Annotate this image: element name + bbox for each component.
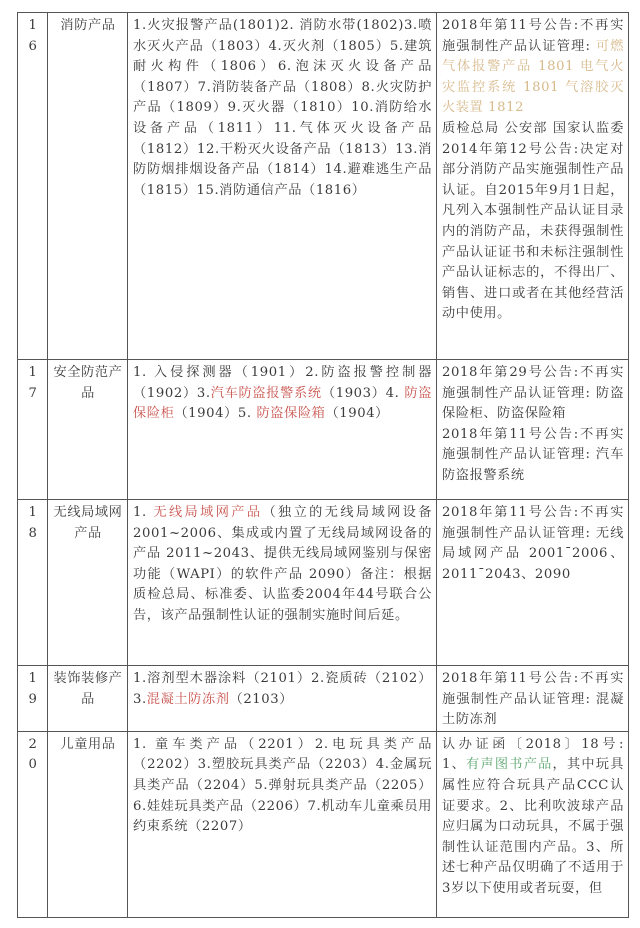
note-text: 2018年第11号公告:不再实施强制性产品认证管理: bbox=[442, 18, 624, 54]
row-number bbox=[18, 666, 48, 732]
row-number bbox=[18, 13, 48, 360]
product-list bbox=[128, 500, 437, 666]
highlighted-product: 防盗保险箱 bbox=[256, 406, 326, 422]
note-text: ，其中玩具属性应符合玩具产品CCC认证要求。2、比利吹波球产品应归属为口动玩具，不属于强制性认证范围内产品。3、所述七种产品仅明确了不适用于3岁以下使用或者玩耍，但 bbox=[442, 757, 624, 896]
category-name: 安全防范产品 bbox=[48, 360, 128, 500]
ccc-catalog-table bbox=[17, 12, 629, 918]
note-text: 认办证函〔2018〕18号: 1、 bbox=[442, 736, 624, 773]
row-number bbox=[18, 500, 48, 666]
row-number-digit: 2 bbox=[28, 736, 38, 752]
row-number-digit: 1 bbox=[28, 505, 38, 520]
product-text: （独立的无线局域网设备 2001~2006、集成或内置了无线局域网设备的产品 2011~2043、提供无线局域网鉴别与保密功能（WAPI）的软件产品 2090）备注：根据质检总局、标准委、认监委2004年44号联合公告，该产品强制性认证的强制实施时间后延。 bbox=[133, 505, 433, 623]
product-text: （2103） bbox=[229, 691, 294, 707]
row-number-digit: 6 bbox=[28, 38, 38, 54]
row-number-digit: 1 bbox=[28, 365, 38, 380]
table-row bbox=[18, 13, 629, 360]
announcement-note bbox=[437, 360, 629, 500]
highlighted-product: 汽车防盗报警系统 bbox=[210, 385, 322, 401]
row-number-digit: 8 bbox=[28, 525, 38, 541]
table-row bbox=[18, 500, 629, 666]
highlighted-product: 防盗保险柜 bbox=[133, 385, 432, 422]
note-text: 质检总局 公安部 国家认监委2014年第12号公告:决定对部分消防产品实施强制性产品认证。自2015年9月1日起，凡列入本强制性产品认证目录内的消防产品，未获得强制性产品认证证书和未标注强制性产品认证标志的，不得出厂、销售、进口或者在其他经营活动中使用。 bbox=[442, 120, 624, 322]
note-text: 2018年第11号公告:不再实施强制性产品认证管理: 汽车防盗报警系统 bbox=[442, 426, 624, 483]
product-list bbox=[128, 360, 437, 500]
product-list: 1. 童车类产品（2201）2.电玩具类产品（2202）3.塑胶玩具类产品（2203）4.金属玩具类产品（2204）5.弹射玩具类产品（2205）6.娃娃玩具类产品（2206）7.机动车儿童乘员用约束系统（2207） bbox=[128, 731, 437, 917]
product-text: 1. 入侵探测器（1901）2.防盗报警控制器（1902）3. bbox=[133, 365, 432, 401]
announcement-note bbox=[437, 13, 629, 360]
announcement-note: 2018年第11号公告:不再实施强制性产品认证管理: 无线局域网产品 2001¯2006、2011¯2043、2090 bbox=[437, 500, 629, 666]
product-list: 1.火灾报警产品(1801)2. 消防水带(1802)3.喷水灭火产品（1803）4.灭火剂（1805）5.建筑耐火构件（1806）6.泡沫灭火设备产品（1807）7.消防装备产品（1808）8.火灾防护产品（1809）9.灭火器（1810）10.消防给水设备产品（1811）11.气体灭火设备产品（1812）12.干粉灭火设备产品（1813）13.消防防烟排烟设备产品（1814）14.避难逃生产品（1815）15.消防通信产品（1816） bbox=[128, 13, 437, 360]
product-text: （1904）5. bbox=[174, 406, 257, 422]
announcement-note: 2018年第11号公告:不再实施强制性产品认证管理: 混凝土防冻剂 bbox=[437, 666, 629, 732]
announcement-note bbox=[437, 731, 629, 917]
row-number bbox=[18, 360, 48, 500]
category-name: 无线局域网产品 bbox=[48, 500, 128, 666]
row-number-digit: 9 bbox=[28, 691, 38, 707]
highlighted-products: 可燃气体报警产品 1801 电气火灾监控系统 1801 气溶胶灭火装置 1812 bbox=[442, 38, 625, 116]
product-text: 1.溶剂型木器涂料（2101）2.瓷质砖（2102）3. bbox=[133, 671, 432, 707]
category-name: 儿童用品 bbox=[48, 731, 128, 917]
highlighted-product: 混凝土防冻剂 bbox=[146, 691, 230, 707]
note-text: 2018年第29号公告:不再实施强制性产品认证管理: 防盗保险柜、防盗保险箱 bbox=[442, 365, 624, 422]
table-row bbox=[18, 731, 629, 917]
category-name: 消防产品 bbox=[48, 13, 128, 360]
row-number-digit: 7 bbox=[28, 385, 38, 401]
table-row bbox=[18, 360, 629, 500]
product-text: （1904） bbox=[325, 406, 389, 422]
row-number-digit: 0 bbox=[28, 757, 38, 773]
highlighted-product: 无线局域网产品 bbox=[153, 505, 263, 520]
product-text: （1903）4. bbox=[321, 385, 405, 401]
product-text: 1. bbox=[133, 505, 154, 520]
table-row bbox=[18, 666, 629, 732]
product-list bbox=[128, 666, 437, 732]
category-name: 装饰装修产品 bbox=[48, 666, 128, 732]
row-number bbox=[18, 731, 48, 917]
row-number-digit: 1 bbox=[28, 18, 38, 33]
row-number-digit: 1 bbox=[28, 671, 38, 686]
highlighted-product: 有声图书产品 bbox=[466, 757, 553, 773]
